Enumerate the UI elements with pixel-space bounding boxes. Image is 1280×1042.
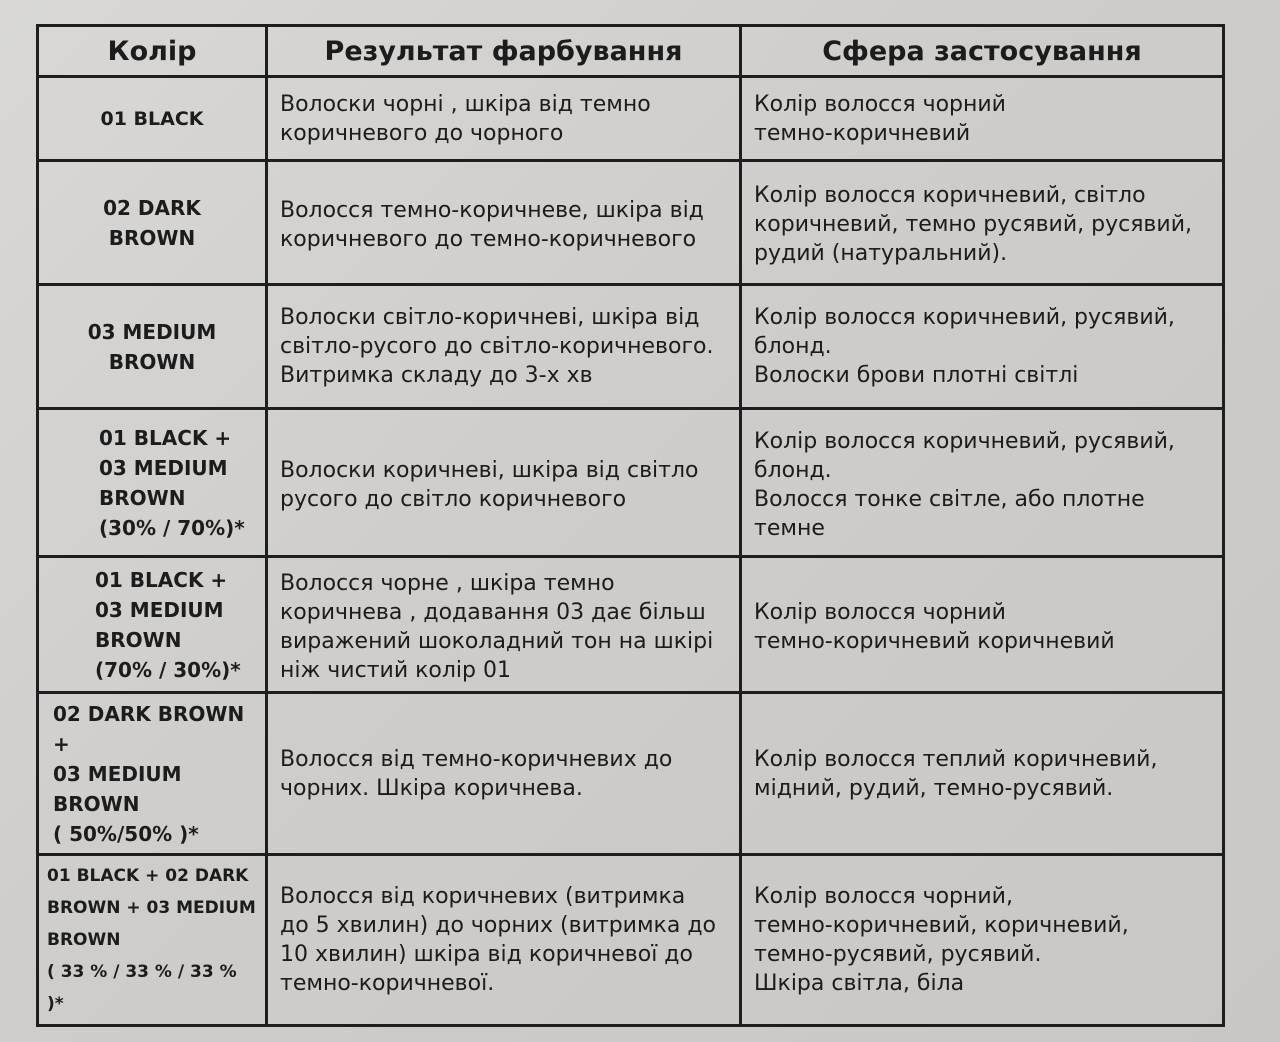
header-result: Результат фарбування bbox=[267, 26, 741, 77]
row-color-cell: 02 DARK BROWN + 03 MEDIUM BROWN ( 50%/50% )* bbox=[38, 693, 267, 855]
row-scope-cell: Колір волосся теплий коричневий, мідний, рудий, темно-русявий. bbox=[741, 693, 1224, 855]
row-result-cell: Волосся від коричневих (витримка до 5 хвилин) до чорних (витримка до 10 хвилин) шкіра від коричневої до темно-коричневої. bbox=[267, 855, 741, 1026]
table-row bbox=[38, 285, 1224, 409]
table-row bbox=[38, 693, 1224, 855]
header-color: Колір bbox=[38, 26, 267, 77]
table-row bbox=[38, 557, 1224, 693]
row-result-cell: Волоски коричневі, шкіра від світло русого до світло коричневого bbox=[267, 409, 741, 557]
row-result-cell: Волоски світло-коричневі, шкіра від світло-русого до світло-коричневого. Витримка складу до 3-х хв bbox=[267, 285, 741, 409]
header-row bbox=[38, 26, 1224, 77]
header-scope: Сфера застосування bbox=[741, 26, 1224, 77]
table-row bbox=[38, 77, 1224, 161]
row-scope-cell: Колір волосся коричневий, русявий, блонд. Волосся тонке світле, або плотне темне bbox=[741, 409, 1224, 557]
row-result-cell: Волосся від темно-коричневих до чорних. Шкіра коричнева. bbox=[267, 693, 741, 855]
table-row bbox=[38, 161, 1224, 285]
table-row bbox=[38, 855, 1224, 1026]
color-table bbox=[36, 24, 1225, 1027]
row-scope-cell: Колір волосся коричневий, світло коричневий, темно русявий, русявий, рудий (натуральний). bbox=[741, 161, 1224, 285]
row-color-cell: 01 BLACK + 02 DARK BROWN + 03 MEDIUM BROWN ( 33 % / 33 % / 33 % )* bbox=[38, 855, 267, 1026]
row-color-cell: 03 MEDIUM BROWN bbox=[38, 285, 267, 409]
row-result-cell: Волосся чорне , шкіра темно коричнева , додавання 03 дає більш виражений шоколадний тон на шкірі ніж чистий колір 01 bbox=[267, 557, 741, 693]
row-result-cell: Волоски чорні , шкіра від темно коричневого до чорного bbox=[267, 77, 741, 161]
row-scope-cell: Колір волосся коричневий, русявий, блонд. Волоски брови плотні світлі bbox=[741, 285, 1224, 409]
row-color-cell: 01 BLACK + 03 MEDIUM BROWN (70% / 30%)* bbox=[38, 557, 267, 693]
row-color-cell: 02 DARK BROWN bbox=[38, 161, 267, 285]
row-color-cell: 01 BLACK + 03 MEDIUM BROWN (30% / 70%)* bbox=[38, 409, 267, 557]
row-result-cell: Волосся темно-коричневе, шкіра від коричневого до темно-коричневого bbox=[267, 161, 741, 285]
row-scope-cell: Колір волосся чорний, темно-коричневий, коричневий, темно-русявий, русявий. Шкіра світла, біла bbox=[741, 855, 1224, 1026]
table-row bbox=[38, 409, 1224, 557]
row-scope-cell: Колір волосся чорний темно-коричневий bbox=[741, 77, 1224, 161]
row-scope-cell: Колір волосся чорний темно-коричневий коричневий bbox=[741, 557, 1224, 693]
row-color-cell: 01 BLACK bbox=[38, 77, 267, 161]
